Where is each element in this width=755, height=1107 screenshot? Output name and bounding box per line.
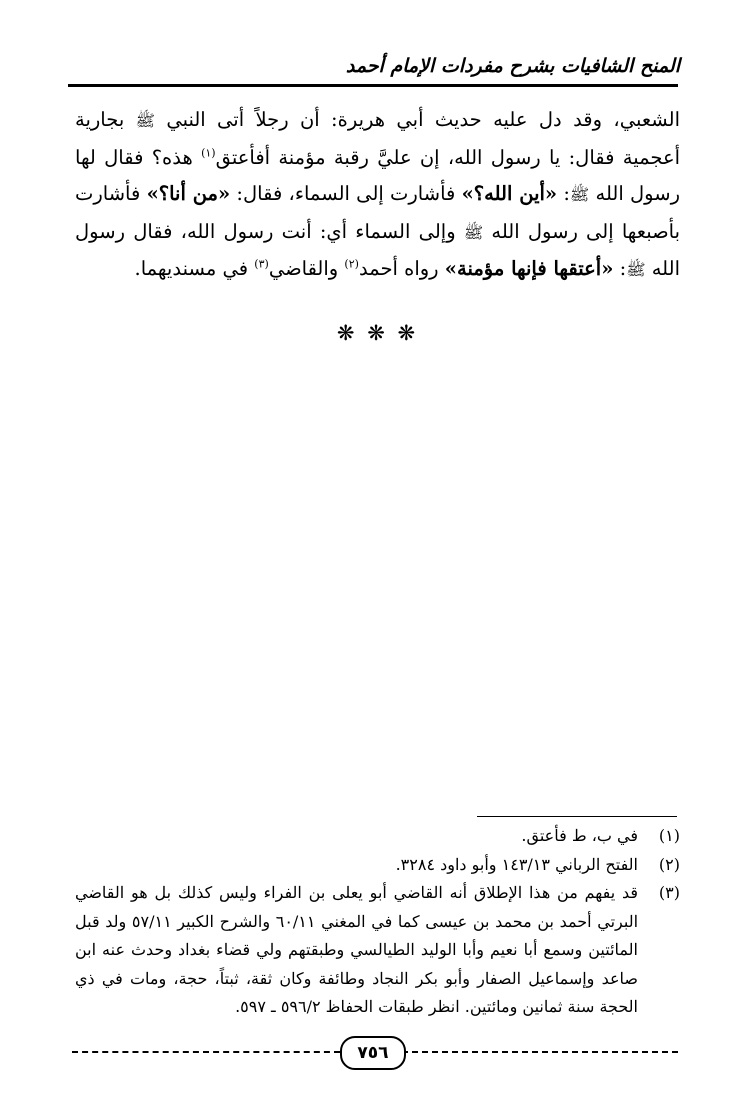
text-segment: : bbox=[563, 182, 570, 205]
hadith-quote: «أعتقها فإنها مؤمنة» bbox=[444, 257, 614, 280]
footnote-ref-1[interactable]: (١) bbox=[201, 146, 216, 159]
salawat-glyph: ﷺ bbox=[135, 111, 155, 130]
footnote-number: (١) bbox=[658, 826, 680, 845]
footnote bbox=[75, 851, 680, 880]
footnote-text: في ب، ط فأعتق. bbox=[521, 826, 638, 845]
hadith-quote: «من أنا؟» bbox=[146, 182, 231, 205]
section-separator: ❋ ❋ ❋ bbox=[336, 321, 419, 345]
text-segment: فأشارت بأصبعها إلى رسول الله bbox=[75, 182, 681, 243]
main-text bbox=[75, 102, 680, 289]
footnotes bbox=[75, 822, 680, 1022]
page-number: ٧٥٦ bbox=[340, 1036, 406, 1070]
main-paragraph bbox=[75, 102, 680, 289]
footer-dashed-rule bbox=[72, 1051, 340, 1053]
text-segment: بجارية أعجمية فقال: يا رسول الله، إن عليَّ رقبة مؤمنة أفأعتق bbox=[75, 108, 680, 169]
salawat-glyph: ﷺ bbox=[569, 185, 590, 204]
footnote-number: (٢) bbox=[658, 854, 680, 874]
footnote-number: (٣) bbox=[658, 883, 680, 902]
footnote bbox=[75, 879, 680, 1022]
text-segment: رواه أحمد bbox=[358, 257, 439, 280]
salawat-glyph: ﷺ bbox=[626, 260, 646, 279]
running-head: المنح الشافيات بشرح مفردات الإمام أحمد bbox=[345, 55, 680, 77]
text-segment: وإلى السماء أي: أنت رسول الله، فقال رسول الله bbox=[75, 219, 680, 280]
footnote-text: قد يفهم من هذا الإطلاق أنه القاضي أبو يعلى بن الفراء وليس كذلك بل هو القاضي البرتي أحمد بن محمد بن عيسى كما في المغني ٦٠/١١ والشرح الكبير ٥٧/١١ ولد قبل المائتين وسمع أبا نعيم وأبا الوليد الطيالسي وطبقتهم ولي قضاء بغداد وحدث عنه ابن صاعد وإسماعيل الصفار وأبو بكر النجاد وطائفة وكان ثقة، ثبتاً، حجة، ومات في ذي الحجة سنة ثمانين ومائتين. انظر طبقات الحفاظ ٥٩٦/٢ ـ ٥٩٧. bbox=[75, 883, 639, 1016]
text-segment: الشعبي، وقد دل عليه حديث أبي هريرة: أن رجلاً أتى النبي bbox=[166, 108, 680, 131]
text-segment: في مسنديهما. bbox=[134, 257, 249, 280]
footnote-ref-2[interactable]: (٢) bbox=[344, 257, 359, 271]
text-segment: هذه؟ فقال لها رسول الله bbox=[75, 145, 680, 205]
text-segment: : bbox=[619, 257, 627, 280]
footnote-rule bbox=[477, 816, 677, 817]
text-segment: والقاضي bbox=[268, 257, 339, 280]
footnote bbox=[75, 822, 680, 851]
salawat-glyph: ﷺ bbox=[463, 222, 484, 242]
footer-dashed-rule bbox=[402, 1051, 678, 1053]
footnote-text: الفتح الرباني ١٤٣/١٣ وأبو داود ٣٢٨٤. bbox=[395, 854, 638, 874]
footnote-ref-3[interactable]: (٣) bbox=[254, 257, 269, 271]
hadith-quote: «أين الله؟» bbox=[461, 182, 558, 205]
header-rule bbox=[68, 84, 678, 87]
text-segment: فأشارت إلى السماء، فقال: bbox=[236, 182, 456, 205]
